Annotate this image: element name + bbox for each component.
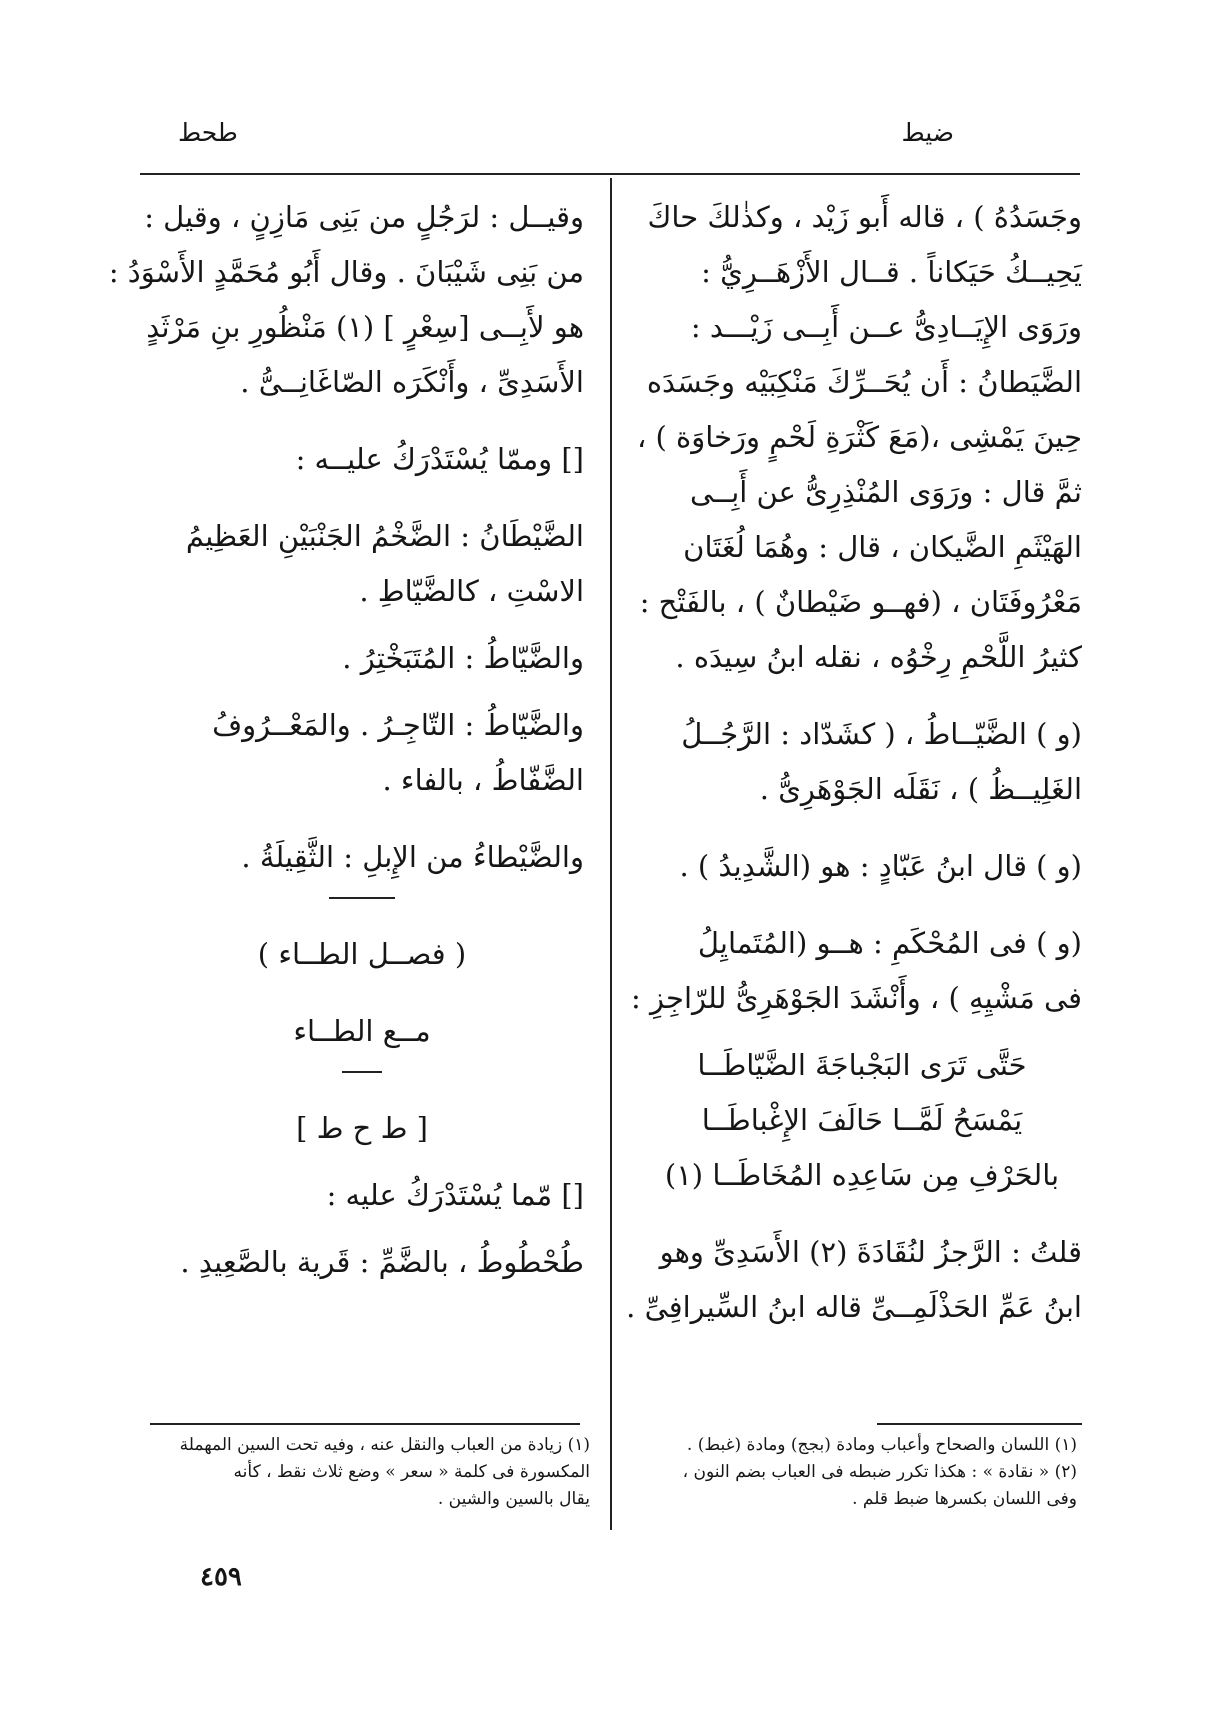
text-line: حِينَ يَمْشِى ،(مَعَ كَثْرَةِ لَحْمٍ ورَخاوَة ) ، <box>636 420 1082 454</box>
text-line: وجَسَدُهُ ) ، قاله أَبو زَيْد ، وكذٰلكَ حاكَ <box>647 200 1082 234</box>
text-line: قلتُ : الرَّجزُ لنُقَادَةَ (٢) الأَسَدِىِّ وهو <box>659 1235 1082 1269</box>
text-line: [] وممّا يُسْتَدْرَكُ عليــه : <box>295 442 584 476</box>
poem-verse: حَتَّى تَرَى البَجْباجَةَ الضَّيّاطَــا <box>697 1048 1027 1082</box>
left-column <box>108 190 584 1290</box>
section-heading: ( فصــل الطــاء ) <box>257 937 467 971</box>
footnote-line: (١) اللسان والصحاح وأعباب ومادة (بجج) ومادة (غبط) . <box>686 1435 1077 1455</box>
text-line: (و ) فى المُحْكَمِ : هــو (المُتَمايِلُ <box>697 926 1082 960</box>
text-line: وقيــل : لرَجُلٍ من بَنِى مَازِنٍ ، وقيل : <box>144 200 584 234</box>
text-line: والضَّيّاطُ : التّاجِـرُ . والمَعْــرُوفُ <box>212 708 584 742</box>
running-header-right: ضيط <box>901 118 954 147</box>
footnote-rule-left <box>150 1423 580 1425</box>
text-line: كثيرُ اللَّحْمِ رِخْوُه ، نقله ابنُ سِيدَه . <box>675 640 1082 674</box>
text-line: الأَسَدِىِّ ، وأَنْكَرَه الصّاغَانِــىُّ . <box>240 365 584 399</box>
footnote-line: (١) زيادة من العباب والنقل عنه ، وفيه تحت السين المهملة <box>179 1435 590 1455</box>
text-line: من بَنِى شَيْبَانَ . وقال أَبُو مُحَمَّدٍ الأَسْوَدُ : <box>108 255 584 289</box>
footnote-line: المكسورة فى كلمة « سعر » وضع ثلاث نقط ، كأنه <box>233 1462 590 1482</box>
text-line: والضَّيْطاءُ من الإِبلِ : الثَّقِيلَةُ . <box>241 840 584 874</box>
footnotes-left <box>150 1432 590 1513</box>
entry-root-heading: [ ط ح ط ] <box>296 1111 428 1145</box>
poem-verse: يَمْسَحُ لَمَّــا حَالَفَ الإِغْباطَــا <box>701 1103 1023 1137</box>
text-line: الهَيْثَمِ الضَّيكان ، قال : وهُمَا لُغَتَان <box>683 530 1082 564</box>
text-line: فى مَشْيِهِ ) ، وأَنْشَدَ الجَوْهَرِىُّ للرّاجِزِ : <box>631 981 1082 1015</box>
text-line: الضَّيْطَانُ : الضَّخْمُ الجَنْبَيْنِ العَظِيمُ <box>185 519 584 553</box>
text-line: ورَوَى الإِيَــادِىُّ عــن أَبِــى زَيْـــد : <box>690 310 1082 344</box>
column-divider <box>610 178 612 1530</box>
text-line: الغَلِيــظُ ) ، نَقَلَه الجَوْهَرِىُّ . <box>759 772 1082 806</box>
section-dash <box>329 897 395 899</box>
text-line: والضَّيّاطُ : المُتَبَخْتِرُ . <box>342 641 584 675</box>
footnote-line: يقال بالسين والشين . <box>437 1489 590 1509</box>
text-line: الضَّيَطانُ : أَن يُحَــرِّكَ مَنْكِبَيْه وجَسَدَه <box>646 365 1082 399</box>
footnote-rule-right <box>877 1423 1082 1425</box>
text-line: طُحْطُوطُ ، بالضَّمِّ : قَرية بالصَّعِيدِ . <box>180 1245 584 1279</box>
page-number: ٤٥٩ <box>200 1562 242 1592</box>
running-header-left: طحط <box>178 118 238 147</box>
footnotes-right <box>632 1432 1077 1513</box>
poem-verse: بالحَرْفِ مِن سَاعِدِه المُخَاطَــا (١) <box>664 1158 1060 1192</box>
right-column <box>626 190 1082 1335</box>
text-line: الاسْتِ ، كالضَّيّاطِ . <box>359 574 584 608</box>
text-line: (و ) الضَّيّــاطُ ، ( كشَدّاد : الرَّجُــلُ <box>681 717 1082 751</box>
text-line: ثمَّ قال : ورَوَى المُنْذِرِىُّ عن أَبِــى <box>690 475 1082 509</box>
text-line: ابنُ عَمِّ الحَذْلَمِــىِّ قاله ابنُ السِّيرافِىِّ . <box>626 1290 1082 1324</box>
text-line: مَعْرُوفَتَان ، (فهــو ضَيْطانٌ ) ، بالفَتْح : <box>639 585 1082 619</box>
footnote-line: وفى اللسان بكسرها ضبط قلم . <box>852 1489 1077 1509</box>
text-line: [] مّما يُسْتَدْرَكُ عليه : <box>326 1178 584 1212</box>
footnote-line: (٢) « نقادة » : هكذا تكرر ضبطه فى العباب بضم النون ، <box>682 1462 1077 1482</box>
section-dash-short <box>342 1071 382 1073</box>
text-line: (و ) قال ابنُ عَبّادٍ : هو (الشَّدِيدُ ) . <box>679 849 1082 883</box>
text-line: يَحِيــكُ حَيَكاناً . قــال الأَزْهَــرِيُّ : <box>701 255 1082 289</box>
text-line: الضَّفّاطُ ، بالفاء . <box>382 763 584 797</box>
section-subheading: مــع الطــاء <box>293 1014 431 1048</box>
text-line: هو لأَبِــى [سِعْرٍ ] (١) مَنْظُورِ بنِ مَرْثَدٍ <box>146 310 584 344</box>
header-rule <box>140 173 1080 175</box>
